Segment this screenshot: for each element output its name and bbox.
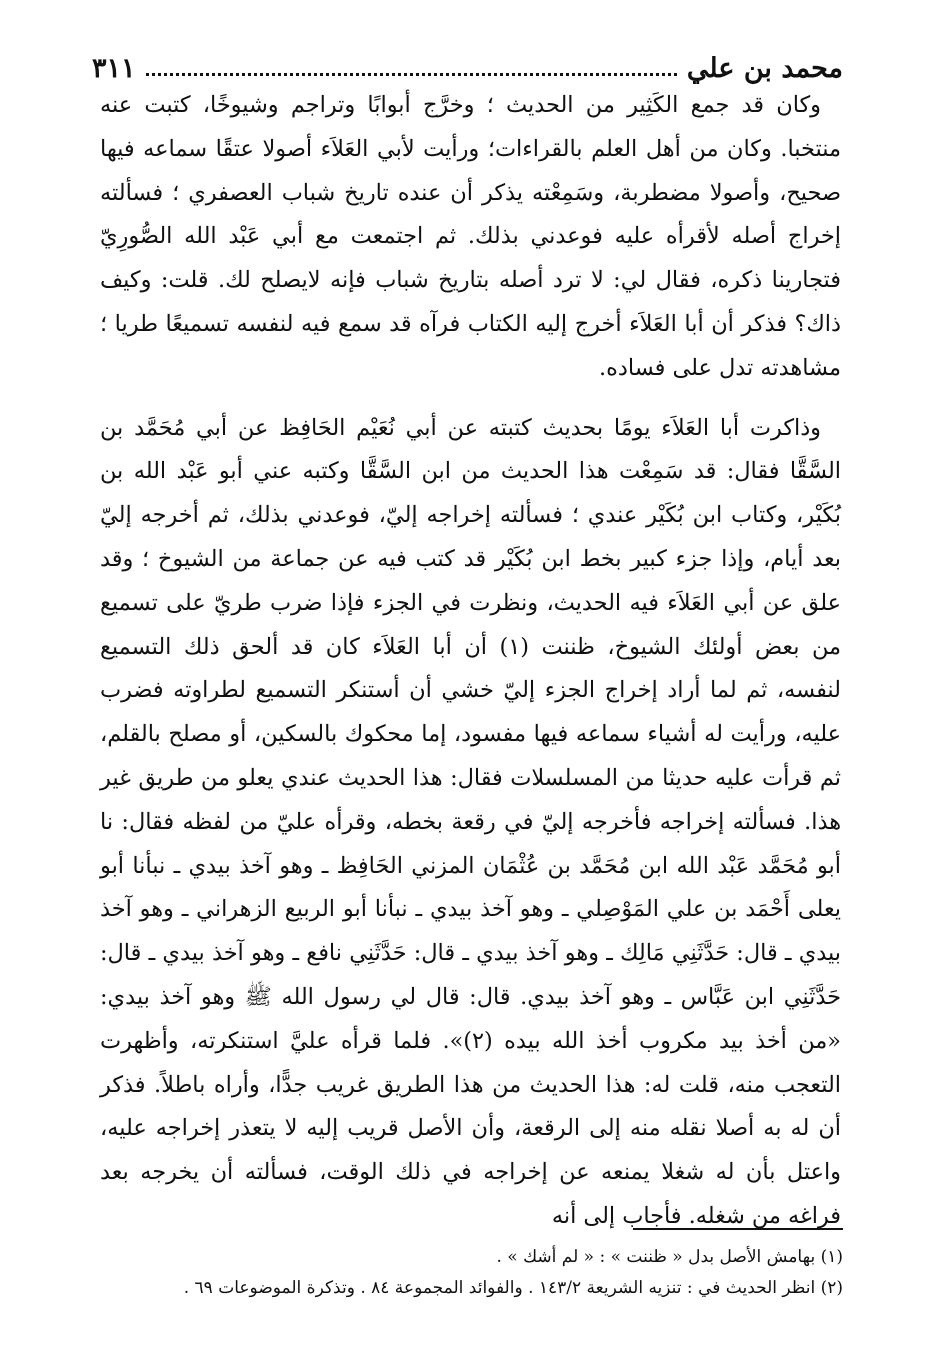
paragraph-1: وكان قد جمع الكَثِير من الحديث ؛ وخرَّج أبوابًا وتراجم وشيوخًا، كتبت عنه منتخبا. وكان من أهل العلم بالقراءات؛ ورأيت لأبي العَلاَء أصولا عتقًا سماعه فيها صحيح، وأصولا مضطربة، وسَمِعْته يذكر أن عنده تاريخ شباب العصفري ؛ فسألته إخراج أصله لأقرأه عليه فوعدني بذلك. ثم اجتمعت مع أبي عَبْد الله الصُّورِيّ فتجارينا ذكره، فقال لي: لا ترد أصله بتاريخ شباب فإنه لايصلح لك. قلت: وكيف ذاك؟ فذكر أن أبا العَلاَء أخرج إليه الكتاب فرآه قد سمع فيه لنفسه تسميعًا طريا ؛ مشاهدته تدل على فساده. xyxy=(100,92,841,381)
footnote-separator xyxy=(633,1228,843,1230)
main-text xyxy=(100,84,841,1239)
page-number: ٣١١ xyxy=(92,53,136,84)
paragraph-2: وذاكرت أبا العَلاَء يومًا بحديث كتبته عن أبي نُعَيْم الحَافِظ عن أبي مُحَمَّد بن السَّقَّا فقال: قد سَمِعْت هذا الحديث من ابن السَّقَّا وكتبه عني أبو عَبْد الله بن بُكَيْر، وكتاب ابن بُكَيْر عندي ؛ فسألته إخراجه إليّ، فوعدني بذلك، ثم أخرجه إليّ بعد أيام، وإذا جزء كبير بخط ابن بُكَيْر قد كتب فيه عن جماعة من الشيوخ ؛ وقد علق عن أبي العَلاَء فيه الحديث، ونظرت في الجزء فإذا ضرب طريّ على تسميع من بعض أولئك الشيوخ، ظننت (١) أن أبا العَلاَء كان قد ألحق ذلك التسميع لنفسه، ثم لما أراد إخراج الجزء إليّ خشي أن أستنكر التسميع لطراوته فضرب عليه، ورأيت له أشياء سماعه فيها مفسود، إما محكوك بالسكين، أو مصلح بالقلم، ثم قرأت عليه حديثا من المسلسلات فقال: هذا الحديث عندي يعلو من طريق غير هذا. فسألته إخراجه فأخرجه إليّ في رقعة بخطه، وقرأه عليّ من لفظه فقال: نا أبو مُحَمَّد عَبْد الله ابن مُحَمَّد بن عُثْمَان المزني الحَافِظ ـ وهو آخذ بيدي ـ نبأنا أبو يعلى أَحْمَد بن علي المَوْصِلي ـ وهو آخذ بيدي ـ نبأنا أبو الربيع الزهراني ـ وهو آخذ بيدي ـ قال: حَدَّثَنِي مَالِك ـ وهو آخذ بيدي ـ قال: حَدَّثَنِي نافع ـ وهو آخذ بيدي ـ قال: حَدَّثَنِي ابن عَبَّاس ـ وهو آخذ بيدي. قال: قال لي رسول الله ﷺ وهو آخذ بيدي: «من أخذ بيد مكروب أخذ الله بيده (٢)». فلما قرأه عليَّ استنكرته، وأظهرت التعجب منه، قلت له: هذا الحديث من هذا الطريق غريب جدًّا، وأراه باطلاً. فذكر أن له به أصلا نقله منه إلى الرقعة، وأن الأصل قريب إليه لا يتعذر إخراجه عليه، واعتل بأن له شغلا يمنعه عن إخراجه في ذلك الوقت، فسألته أن يخرجه بعد فراغه من شغله. فأجاب إلى أنه xyxy=(100,414,842,1229)
header-dot-leader xyxy=(146,73,677,76)
footnote-1: (١) بهامش الأصل بدل « ظننت » : « لم أشك » . xyxy=(496,1247,843,1267)
running-header xyxy=(92,38,843,82)
footnotes xyxy=(92,1242,843,1304)
footnote-2: (٢) انظر الحديث في : تنزيه الشريعة ١٤٣/٢ . والفوائد المجموعة ٨٤ . وتذكرة الموضوعات ٦٩ . xyxy=(183,1278,843,1298)
running-title: محمد بن علي xyxy=(686,53,843,84)
